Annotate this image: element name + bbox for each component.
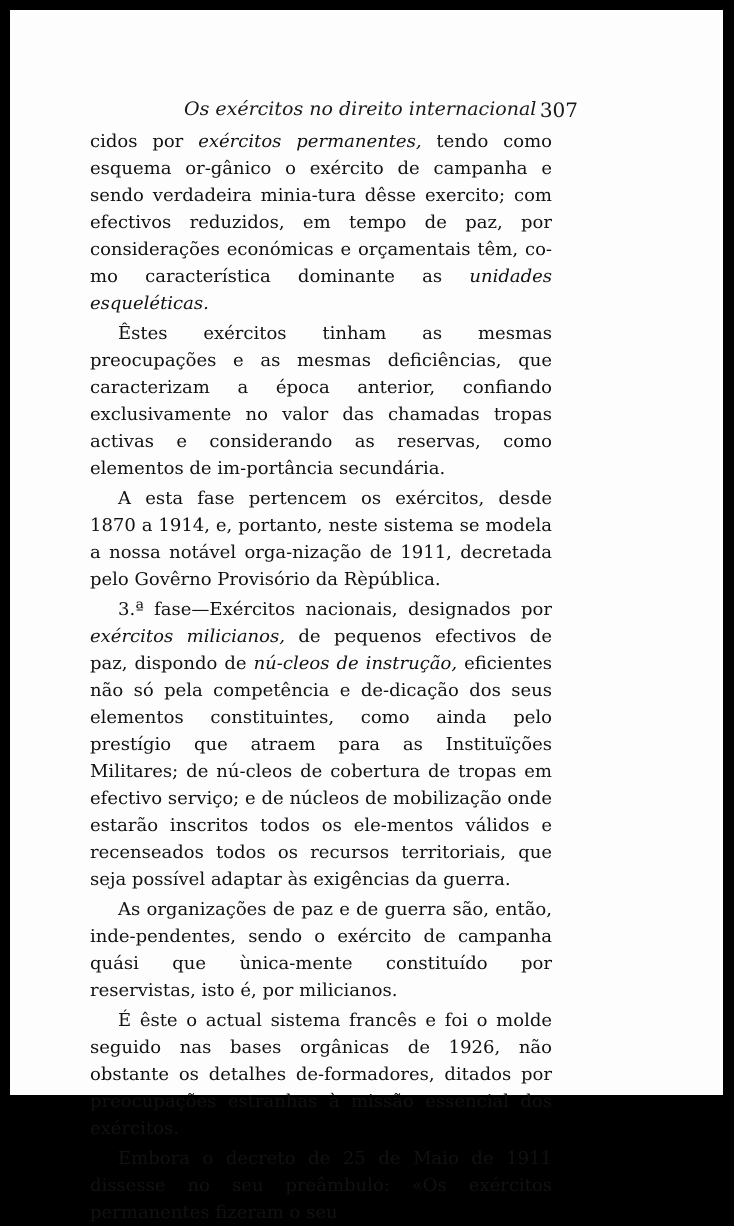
text-run: tendo como esquema or-gânico o exército de campanha e sendo verdadeira minia-tura dêsse exercito; com efectivos reduzidos, em tempo de paz, por considerações económicas e orçamentais têm, co-mo característica dominante as [90,131,552,287]
text-run: eficientes não só pela competência e de-dicação dos seus elementos constituintes, como ainda pelo prestígio que atraem para as Instituïções Militares; de nú-cleos de cobertura de tropas em efectivo serviço; e de núcleos de mobilização onde estarão inscritos todos os ele-mentos válidos e recenseados todos os recursos territoriais, que seja possível adaptar às exigências da guerra. [90,653,552,890]
body-text [90,128,552,1226]
paragraph [90,896,552,1004]
italic-run: exércitos milicianos, [90,626,285,647]
paragraph [90,1007,552,1142]
page-number: 307 [539,98,578,122]
text-run: cidos por [90,131,199,152]
text-run: 3.ª fase—Exércitos nacionais, designados por [118,599,552,620]
paragraph [90,320,552,482]
text-run: A esta fase pertencem os exércitos, desde 1870 a 1914, e, portanto, neste sistema se modela a nossa notável orga-nização de 1911, decretada pelo Govêrno Provisório da Rèpública. [90,488,552,590]
text-run: Embora o decreto de 25 de Maio de 1911 dissesse no seu preâmbulo: «Os exércitos permanentes fizeram o seu [90,1148,552,1223]
page-header [184,98,578,128]
text-run: de pequenos efectivos de paz, dispondo de [90,626,552,674]
italic-run: exércitos permanentes, [198,131,422,152]
running-title: Os exércitos no direito internacional [184,98,537,120]
text-run: Êstes exércitos tinham as mesmas preocupações e as mesmas deficiências, que caracterizam a época anterior, confiando exclusivamente no valor das chamadas tropas activas e considerando as reservas, como elementos de im-portância secundária. [90,323,552,479]
paragraph [90,128,552,317]
italic-run: unidades esqueléticas. [90,266,552,314]
paragraph [90,1145,552,1226]
text-run: É êste o actual sistema francês e foi o molde seguido nas bases orgânicas de 1926, não obstante os detalhes de-formadores, ditados por preocupações estranhas à missão essencial dos exércitos. [90,1010,552,1139]
paragraph [90,596,552,893]
italic-run: nú-cleos de instrução, [253,653,458,674]
text-run: As organizações de paz e de guerra são, então, inde-pendentes, sendo o exército de campanha quási que ùnica-mente constituído por reservistas, isto é, por milicianos. [90,899,552,1001]
paragraph [90,485,552,593]
